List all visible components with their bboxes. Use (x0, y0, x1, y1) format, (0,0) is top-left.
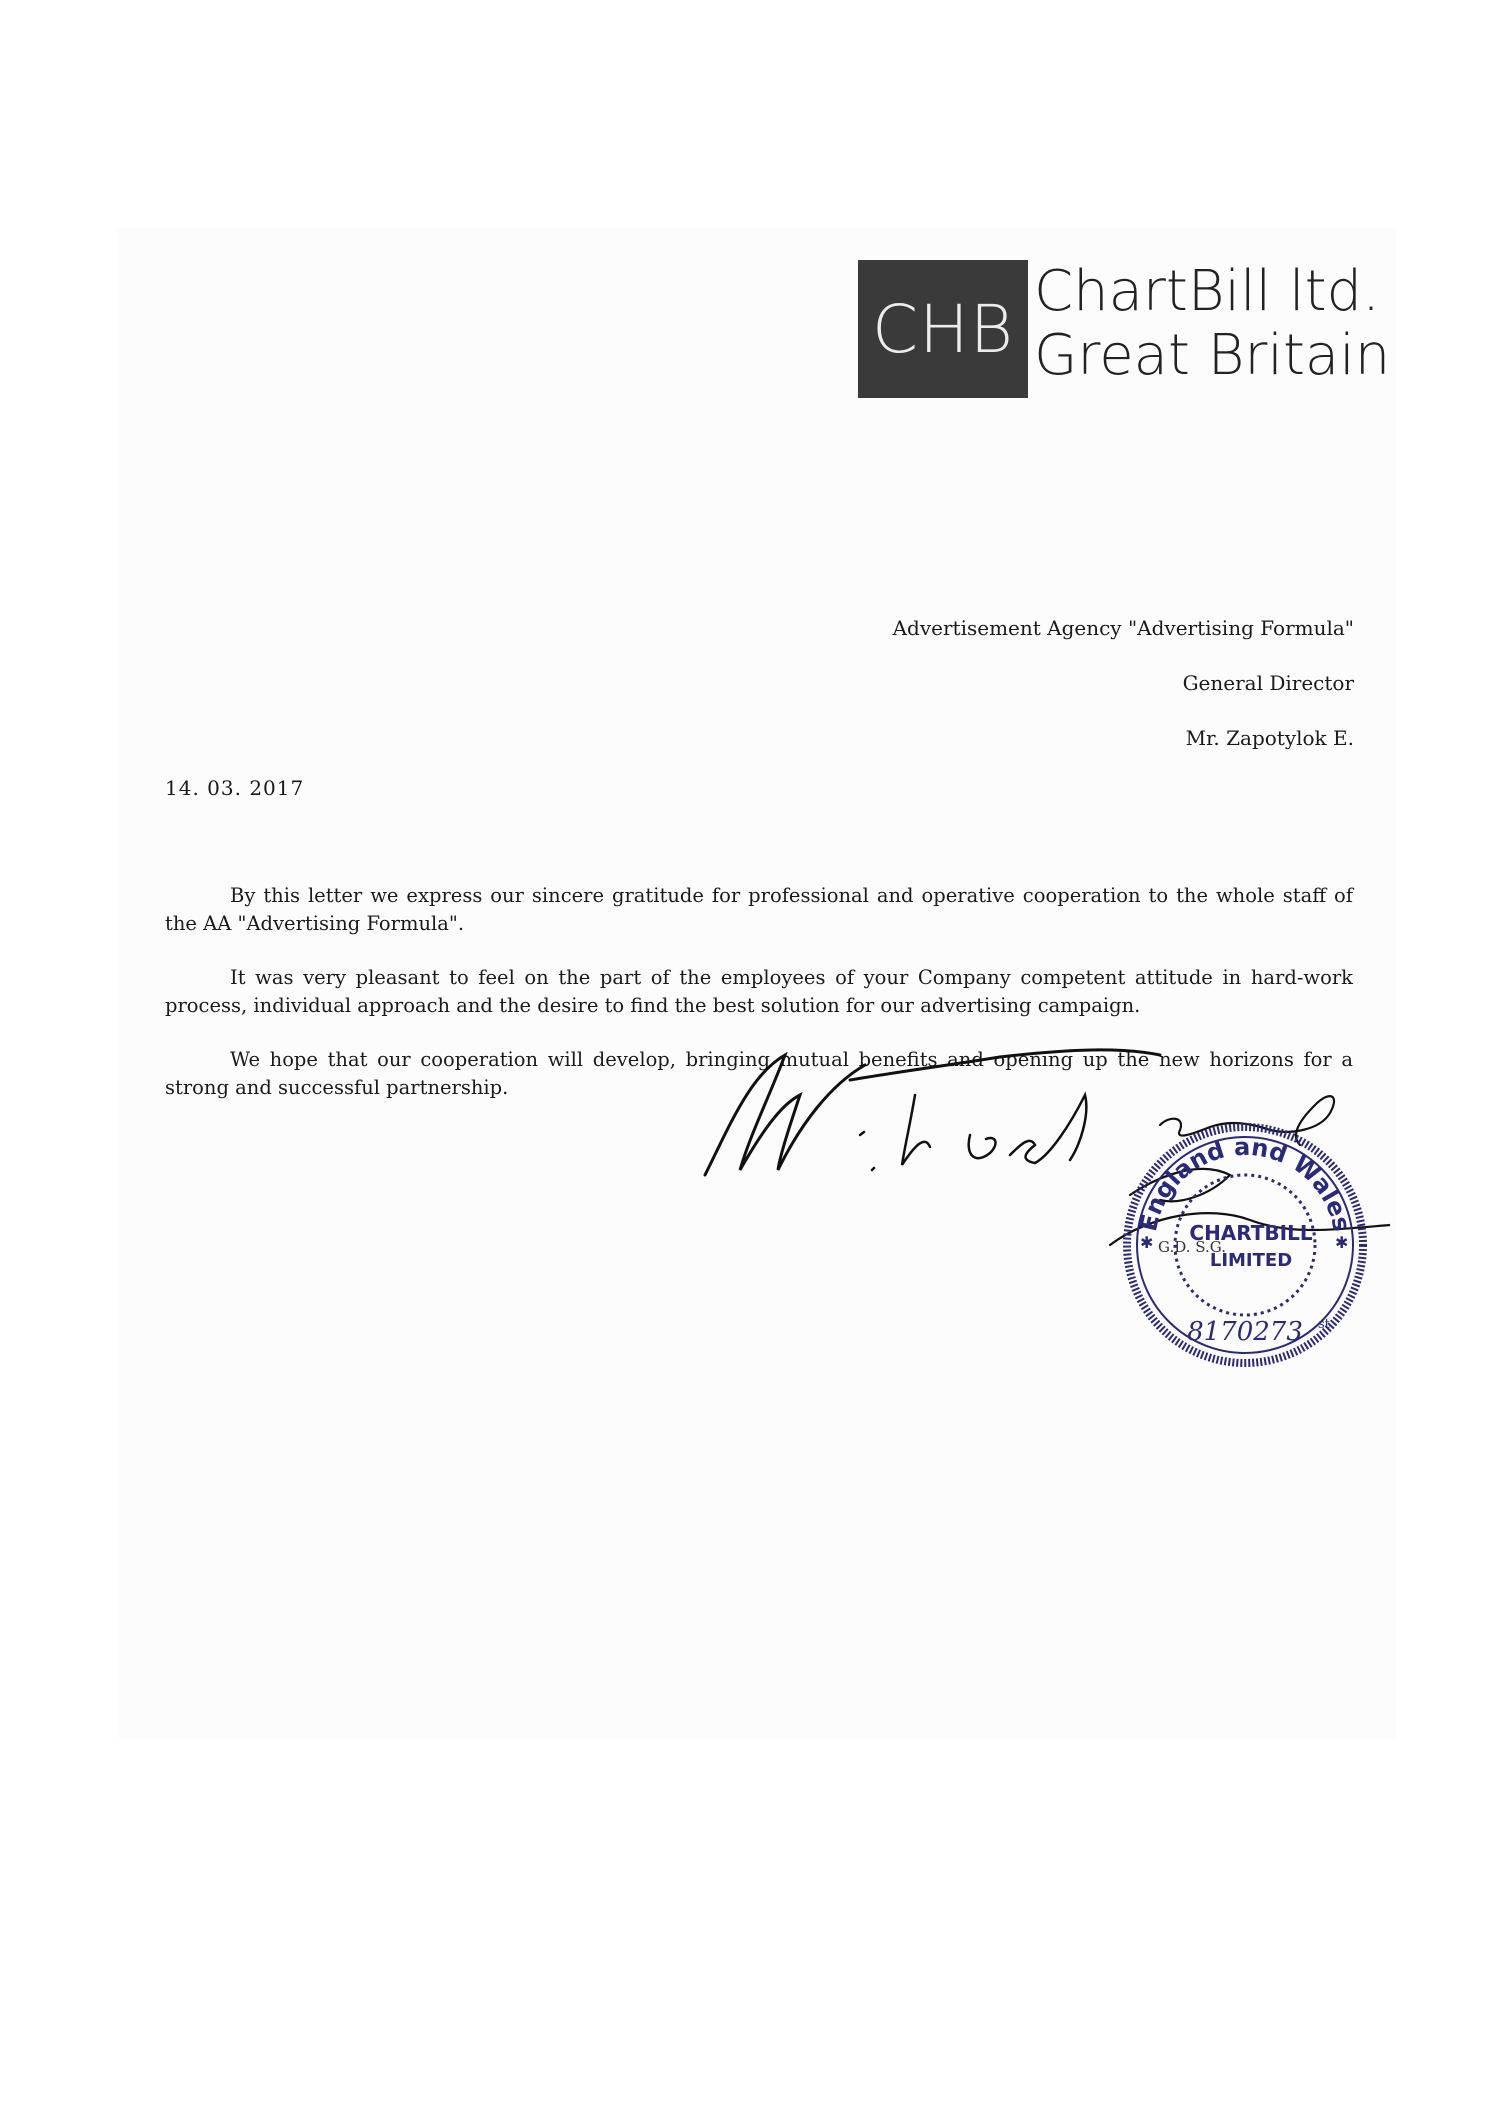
logo-company-name: ChartBill ltd. (1034, 259, 1380, 324)
stamp-signatory-initials: G.D. S.G. (1158, 1238, 1226, 1256)
stamp-star-right: ✱ (1335, 1233, 1349, 1252)
body-paragraph-2: It was very pleasant to feel on the part of the employees of your Company competent attitude in hard-work process, individual approach and the desire to find the best solution for our advertising campaign. (165, 966, 1353, 1017)
stamp-company: CHARTBILL (1189, 1221, 1313, 1245)
company-seal-stamp (1120, 1120, 1370, 1370)
addressee-name: Mr. Zapotylok E. (1185, 726, 1354, 750)
logo-mark-box (858, 260, 1028, 398)
addressee-agency: Advertisement Agency "Advertising Formula" (892, 616, 1354, 640)
addressee-position: General Director (1182, 671, 1354, 695)
letter-date: 14. 03. 2017 (165, 776, 305, 800)
body-paragraph-1: By this letter we express our sincere gratitude for professional and operative cooperation to the whole staff of the AA "Advertising Formula". (165, 884, 1353, 935)
stamp-type: LIMITED (1209, 1250, 1293, 1271)
logo-text (1034, 260, 1390, 388)
stamp-ring-text: England and Wales (1134, 1132, 1356, 1234)
addressee-block (893, 616, 1354, 781)
stamp-number: 8170273 (1187, 1317, 1303, 1347)
logo-mark: CHB (872, 290, 1014, 368)
body-paragraph-3: We hope that our cooperation will develop, bringing mutual benefits and opening up the new horizons for a strong and successful partnership. (165, 1048, 1353, 1099)
stamp-number-suffix: st (1318, 1317, 1330, 1332)
stamp-star-left: ✱ (1140, 1233, 1154, 1252)
logo-country: Great Britain (1034, 323, 1391, 388)
svg-text:England and Wales (1134, 1133, 1356, 1234)
